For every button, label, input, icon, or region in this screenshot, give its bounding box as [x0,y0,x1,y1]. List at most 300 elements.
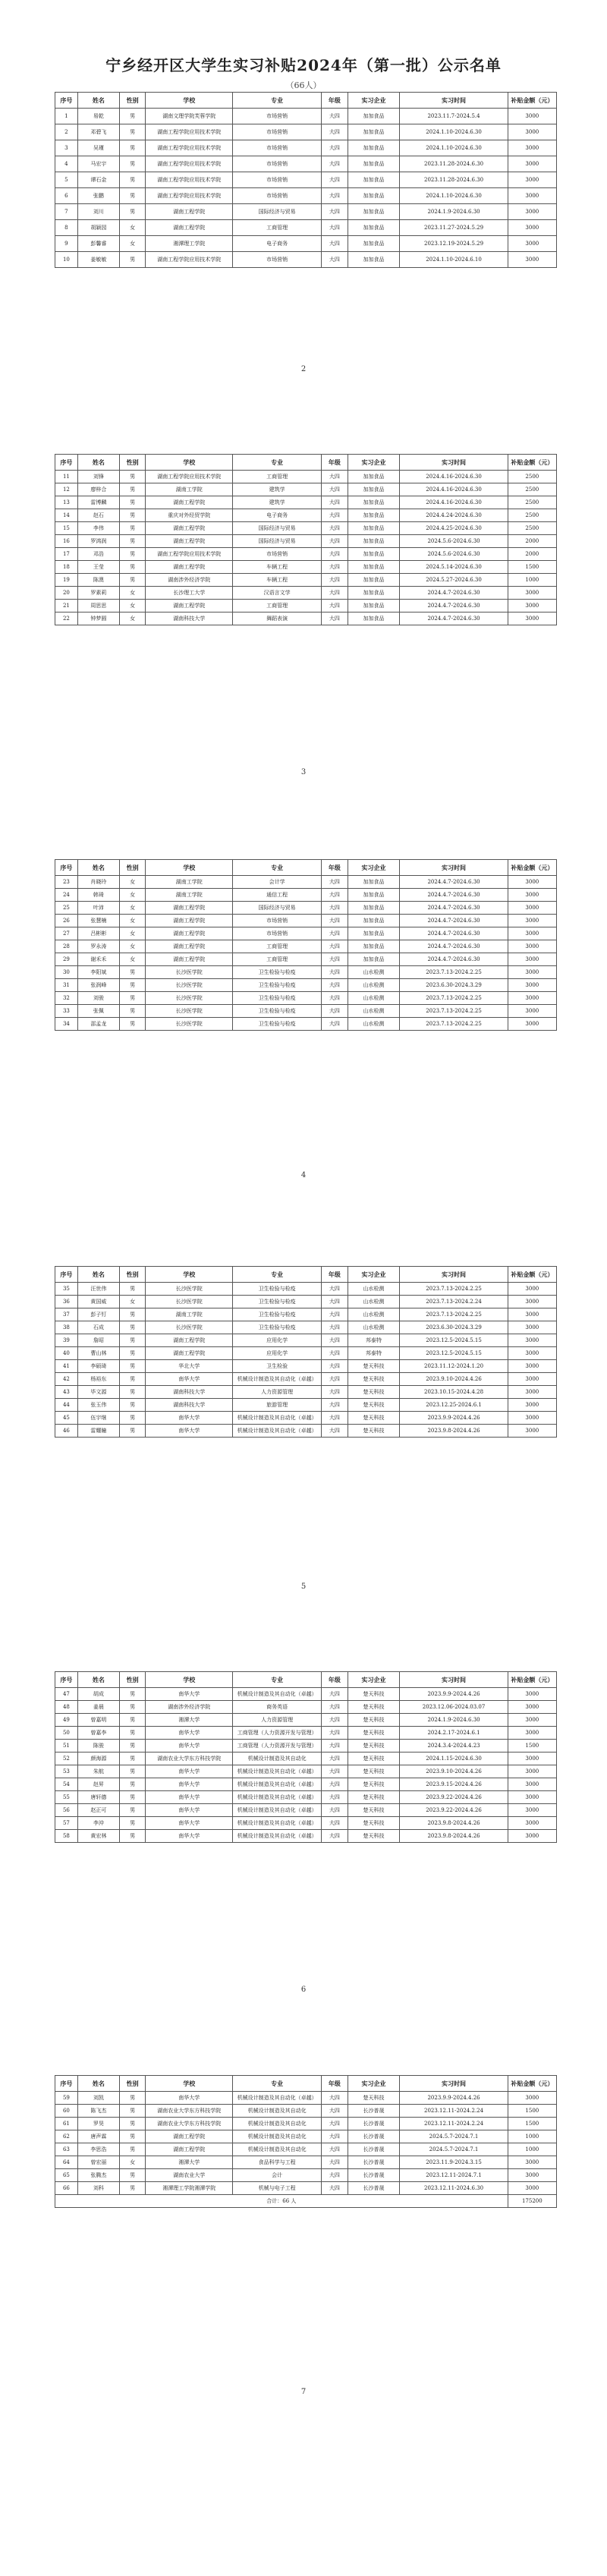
table-cell: 张佩 [77,1005,119,1018]
table-cell: 大四 [322,109,348,124]
table-cell: 韩琦 [77,889,119,902]
table-cell: 大四 [322,204,348,220]
table-cell: 2023.12.19-2024.5.29 [400,236,508,252]
table-cell: 大四 [322,156,348,172]
table-row [55,535,557,548]
table-row [55,471,557,483]
table-cell: 工商管理（人力资源开发与管理） [233,1727,322,1740]
table-row [55,1830,557,1843]
table-cell: 59 [55,2092,78,2105]
table-cell: 3000 [508,1425,556,1438]
table-cell: 工商管理 [233,471,322,483]
table-row [55,2092,557,2105]
column-header: 补贴金额（元） [508,860,556,876]
table-cell: 2024.4.7-2024.6.30 [400,953,508,966]
table-cell: 13 [55,496,78,509]
table-cell: 楚天科技 [348,1360,400,1373]
table-cell: 舞蹈表演 [233,613,322,625]
table-row [55,1412,557,1425]
table-row [55,1347,557,1360]
page-number: 7 [300,2388,307,2396]
table-cell: 加加食品 [348,471,400,483]
table-cell: 1500 [508,1740,556,1752]
table-cell: 2023.12.5-2024.5.15 [400,1334,508,1347]
subsidy-table-page-6 [55,2075,557,2208]
table-cell: 大四 [322,1373,348,1386]
subsidy-table-page-1 [55,92,557,268]
table-cell: 湖南工程学院 [146,496,233,509]
table-cell: 湖南农业大学东方科技学院 [146,2105,233,2118]
table-cell: 2024.5.7-2024.7.1 [400,2143,508,2156]
table-cell: 湖南工程学院 [146,2130,233,2143]
table-cell: 大四 [322,600,348,613]
table-cell: 大四 [322,2092,348,2105]
table-cell: 男 [119,1347,145,1360]
table-cell: 大四 [322,1830,348,1843]
table-cell: 大四 [322,587,348,600]
table-row [55,587,557,600]
table-cell: 市场营销 [233,188,322,204]
table-cell: 3000 [508,172,556,188]
column-header: 学校 [146,455,233,471]
column-header: 年级 [322,2076,348,2092]
table-cell: 李伟 [77,522,119,535]
table-cell: 11 [55,471,78,483]
table-cell: 男 [119,1386,145,1399]
table-cell: 2024.4.7-2024.6.30 [400,876,508,889]
table-cell: 3000 [508,204,556,220]
table-cell: 34 [55,1018,78,1031]
table-row [55,574,557,587]
table-cell: 山水检测 [348,979,400,992]
table-cell: 男 [119,2169,145,2182]
table-cell: 大四 [322,2169,348,2182]
table-cell: 男 [119,535,145,548]
table-cell: 男 [119,1765,145,1778]
table-cell: 大四 [322,509,348,522]
table-cell: 姜晨 [77,1701,119,1714]
table-cell: 男 [119,574,145,587]
table-cell: 大四 [322,613,348,625]
table-cell: 3000 [508,1321,556,1334]
table-cell: 16 [55,535,78,548]
table-cell: 大四 [322,1334,348,1347]
table-cell: 3000 [508,1018,556,1031]
table-cell: 1 [55,109,78,124]
table-cell: 湖南工程学院 [146,561,233,574]
table-cell: 山水检测 [348,1283,400,1296]
table-cell: 长沙医学院 [146,979,233,992]
table-cell: 商务英语 [233,1701,322,1714]
table-cell: 加加食品 [348,940,400,953]
table-row [55,156,557,172]
table-cell: 14 [55,509,78,522]
table-cell: 3000 [508,1727,556,1740]
table-cell: 湖南科技大学 [146,1386,233,1399]
table-cell: 2023.9.22-2024.4.26 [400,1804,508,1817]
table-cell: 长沙普晟 [348,2118,400,2130]
table-cell: 43 [55,1386,78,1399]
table-cell: 男 [119,188,145,204]
table-cell: 大四 [322,1752,348,1765]
table-cell: 湖南工程学院应用技术学院 [146,172,233,188]
table-cell: 山水检测 [348,1308,400,1321]
table-cell: 男 [119,2130,145,2143]
table-cell: 2023.9.8-2024.4.26 [400,1425,508,1438]
table-cell: 男 [119,1425,145,1438]
table-cell: 机械设计制造及其自动化 [233,2130,322,2143]
table-cell: 湖南工程学院 [146,2143,233,2156]
table-cell: 卫生检验与检疫 [233,1321,322,1334]
table-cell: 易乾 [77,109,119,124]
table-row [55,1817,557,1830]
table-cell: 大四 [322,1791,348,1804]
table-cell: 9 [55,236,78,252]
table-cell: 3000 [508,1778,556,1791]
column-header: 专业 [233,1672,322,1688]
table-cell: 2023.11.28-2024.6.30 [400,172,508,188]
table-cell: 机械设计制造及其自动化 [233,1752,322,1765]
page-number: 2 [300,365,307,373]
table-cell: 3000 [508,1005,556,1018]
table-cell: 大四 [322,236,348,252]
table-cell: 男 [119,1373,145,1386]
table-cell: 机械设计制造及其自动化（卓越） [233,1425,322,1438]
table-cell: 2024.4.16-2024.6.30 [400,483,508,496]
table-cell: 男 [119,2182,145,2195]
table-cell: 汪世伟 [77,1283,119,1296]
table-cell: 国际经济与贸易 [233,522,322,535]
table-cell: 湖南工程学院应用技术学院 [146,548,233,561]
table-cell: 黄宏林 [77,1830,119,1843]
page-number: 5 [300,1582,307,1591]
table-cell: 3000 [508,927,556,940]
table-row [55,496,557,509]
table-row [55,1765,557,1778]
table-cell: 楚天科技 [348,1425,400,1438]
table-cell: 市场营销 [233,140,322,156]
table-cell: 南华大学 [146,1804,233,1817]
column-header: 实习时间 [400,93,508,109]
table-cell: 大四 [322,124,348,140]
table-cell: 3000 [508,140,556,156]
table-cell: 国际经济与贸易 [233,902,322,915]
table-cell: 机械设计制造及其自动化（卓越） [233,1373,322,1386]
table-row [55,613,557,625]
table-row [55,1425,557,1438]
table-cell: 2023.12.25-2024.6.1 [400,1399,508,1412]
table-cell: 3000 [508,1360,556,1373]
table-cell: 2023.7.13-2024.2.25 [400,1018,508,1031]
total-amount: 175200 [508,2195,556,2208]
table-cell: 刘凯 [77,2092,119,2105]
table-cell: 3000 [508,1412,556,1425]
table-cell: 3000 [508,124,556,140]
table-cell: 加加食品 [348,496,400,509]
table-cell: 湖南工程学院应用技术学院 [146,471,233,483]
table-row [55,1334,557,1347]
table-row [55,2118,557,2130]
column-header: 性别 [119,2076,145,2092]
table-cell: 谢禾禾 [77,953,119,966]
table-row [55,1399,557,1412]
table-cell: 加加食品 [348,587,400,600]
table-row [55,252,557,268]
table-row [55,1373,557,1386]
table-cell: 2023.11.27-2024.5.29 [400,220,508,236]
table-cell: 加加食品 [348,188,400,204]
table-cell: 女 [119,1296,145,1308]
table-cell: 2023.7.13-2024.2.25 [400,1308,508,1321]
table-row [55,1778,557,1791]
table-cell: 15 [55,522,78,535]
table-cell: 2024.5.27-2024.6.30 [400,574,508,587]
table-cell: 湖南涉外经济学院 [146,1701,233,1714]
table-cell: 大四 [322,574,348,587]
table-cell: 3000 [508,600,556,613]
table-cell: 长沙医学院 [146,1296,233,1308]
table-cell: 3000 [508,1804,556,1817]
table-cell: 48 [55,1701,78,1714]
table-cell: 2023.9.9-2024.4.26 [400,1412,508,1425]
table-cell: 男 [119,1830,145,1843]
table-cell: 大四 [322,992,348,1005]
table-cell: 邦泰特 [348,1334,400,1347]
table-cell: 大四 [322,1714,348,1727]
table-cell: 大四 [322,140,348,156]
table-cell: 楚天科技 [348,1727,400,1740]
table-cell: 2023.11.9-2024.3.15 [400,2156,508,2169]
table-cell: 58 [55,1830,78,1843]
table-cell: 姜敏敏 [77,252,119,268]
table-cell: 加加食品 [348,902,400,915]
table-cell: 2024.1.10-2024.6.10 [400,252,508,268]
table-row [55,1321,557,1334]
table-cell: 2024.1.10-2024.6.30 [400,124,508,140]
table-cell: 3000 [508,1830,556,1843]
table-cell: 2024.4.7-2024.6.30 [400,927,508,940]
table-cell: 卫生检验与检疫 [233,1308,322,1321]
table-cell: 南华大学 [146,1765,233,1778]
table-cell: 曾宏丽 [77,2156,119,2169]
table-cell: 4 [55,156,78,172]
table-cell: 女 [119,613,145,625]
table-cell: 陈骏 [77,1740,119,1752]
table-cell: 山水检测 [348,1018,400,1031]
table-cell: 机械设计制造及其自动化（卓越） [233,1765,322,1778]
table-cell: 大四 [322,483,348,496]
column-header: 学校 [146,93,233,109]
table-cell: 山水检测 [348,992,400,1005]
table-cell: 53 [55,1765,78,1778]
table-row [55,1740,557,1752]
table-cell: 2023.6.30-2024.3.29 [400,979,508,992]
table-cell: 2500 [508,483,556,496]
table-cell: 市场营销 [233,548,322,561]
table-cell: 大四 [322,2105,348,2118]
table-cell: 长沙普晟 [348,2130,400,2143]
table-cell: 2024.4.16-2024.6.30 [400,496,508,509]
table-cell: 男 [119,156,145,172]
table-cell: 南华大学 [146,1688,233,1701]
table-cell: 杨裕东 [77,1373,119,1386]
table-cell: 毕文源 [77,1386,119,1399]
table-cell: 38 [55,1321,78,1334]
table-cell: 2023.9.8-2024.4.26 [400,1830,508,1843]
table-cell: 大四 [322,1804,348,1817]
table-cell: 49 [55,1714,78,1727]
table-cell: 大四 [322,220,348,236]
table-cell: 加加食品 [348,252,400,268]
table-cell: 汉语言文学 [233,587,322,600]
table-cell: 3000 [508,889,556,902]
table-cell: 加加食品 [348,889,400,902]
table-row [55,1005,557,1018]
table-cell: 3000 [508,1714,556,1727]
table-cell: 加加食品 [348,156,400,172]
table-cell: 55 [55,1791,78,1804]
table-row [55,1791,557,1804]
column-header: 年级 [322,455,348,471]
table-cell: 27 [55,927,78,940]
column-header: 实习时间 [400,860,508,876]
table-row [55,876,557,889]
table-cell: 加加食品 [348,522,400,535]
table-cell: 女 [119,600,145,613]
table-cell: 食品科学与工程 [233,2156,322,2169]
table-header-row [55,1267,557,1283]
column-header: 姓名 [77,860,119,876]
table-row [55,927,557,940]
table-cell: 大四 [322,2118,348,2130]
table-cell: 2023.9.10-2024.4.26 [400,1373,508,1386]
column-header: 实习时间 [400,2076,508,2092]
table-cell: 31 [55,979,78,992]
table-cell: 54 [55,1778,78,1791]
table-cell: 61 [55,2118,78,2130]
table-cell: 女 [119,915,145,927]
table-cell: 2024.5.6-2024.6.30 [400,548,508,561]
table-cell: 电子商务 [233,509,322,522]
table-cell: 张润峰 [77,979,119,992]
table-cell: 男 [119,140,145,156]
column-header: 序号 [55,455,78,471]
table-cell: 楚天科技 [348,1386,400,1399]
table-cell: 湘潭大学 [146,1714,233,1727]
table-cell: 加加食品 [348,483,400,496]
table-cell: 64 [55,2156,78,2169]
table-cell: 湖南科技大学 [146,1399,233,1412]
table-cell: 机械设计制造及其自动化（卓越） [233,1412,322,1425]
table-cell: 谭石金 [77,172,119,188]
table-cell: 3000 [508,236,556,252]
column-header: 补贴金额（元） [508,2076,556,2092]
table-row [55,1308,557,1321]
table-cell: 3000 [508,1296,556,1308]
table-cell: 41 [55,1360,78,1373]
table-cell: 男 [119,1005,145,1018]
table-cell: 大四 [322,496,348,509]
table-cell: 29 [55,953,78,966]
table-cell: 大四 [322,535,348,548]
table-cell: 湖南工程学院 [146,1347,233,1360]
table-cell: 6 [55,188,78,204]
table-cell: 1000 [508,2130,556,2143]
table-row [55,1018,557,1031]
column-header: 专业 [233,93,322,109]
table-cell: 男 [119,1399,145,1412]
table-cell: 大四 [322,2130,348,2143]
table-cell: 男 [119,2118,145,2130]
table-cell: 加加食品 [348,109,400,124]
table-cell: 大四 [322,1688,348,1701]
subsidy-table-page-4 [55,1266,557,1438]
table-cell: 2024.4.7-2024.6.30 [400,940,508,953]
table-cell: 3000 [508,1308,556,1321]
table-row [55,172,557,188]
table-cell: 2023.9.10-2024.4.26 [400,1765,508,1778]
table-cell: 3 [55,140,78,156]
table-cell: 机械设计制造及其自动化（卓越） [233,1830,322,1843]
table-cell: 长沙普晟 [348,2182,400,2195]
column-header: 序号 [55,2076,78,2092]
table-cell: 3000 [508,252,556,268]
table-cell: 3000 [508,1791,556,1804]
table-row [55,1360,557,1373]
table-cell: 2024.1.9-2024.6.30 [400,1714,508,1727]
table-cell: 3000 [508,156,556,172]
table-cell: 湖南工学院 [146,1308,233,1321]
table-cell: 市场营销 [233,109,322,124]
table-cell: 建筑学 [233,496,322,509]
table-cell: 湖南工学院 [146,889,233,902]
table-cell: 2023.9.9-2024.4.26 [400,1688,508,1701]
column-header: 学校 [146,860,233,876]
table-row [55,2156,557,2169]
table-cell: 李思浩 [77,2143,119,2156]
table-cell: 35 [55,1283,78,1296]
column-header: 性别 [119,93,145,109]
table-row [55,1804,557,1817]
table-cell: 2024.4.24-2024.6.30 [400,509,508,522]
table-cell: 罗永涛 [77,940,119,953]
table-cell: 女 [119,940,145,953]
table-cell: 男 [119,483,145,496]
table-cell: 2023.11.28-2024.6.30 [400,156,508,172]
column-header: 序号 [55,1672,78,1688]
table-cell: 赵昇 [77,1778,119,1791]
table-cell: 28 [55,940,78,953]
table-cell: 2024.1.15-2024.6.30 [400,1752,508,1765]
table-cell: 颜海源 [77,1752,119,1765]
table-cell: 男 [119,1752,145,1765]
table-cell: 8 [55,220,78,236]
table-cell: 男 [119,172,145,188]
table-cell: 男 [119,1688,145,1701]
table-cell: 大四 [322,889,348,902]
table-cell: 大四 [322,471,348,483]
table-cell: 机械设计制造及其自动化（卓越） [233,1778,322,1791]
table-cell: 楚天科技 [348,1740,400,1752]
table-cell: 大四 [322,1399,348,1412]
table-cell: 23 [55,876,78,889]
table-row [55,2130,557,2143]
table-cell: 大四 [322,188,348,204]
table-row [55,992,557,1005]
table-cell: 马宏宇 [77,156,119,172]
table-cell: 工商管理 [233,220,322,236]
table-cell: 张鹏 [77,188,119,204]
